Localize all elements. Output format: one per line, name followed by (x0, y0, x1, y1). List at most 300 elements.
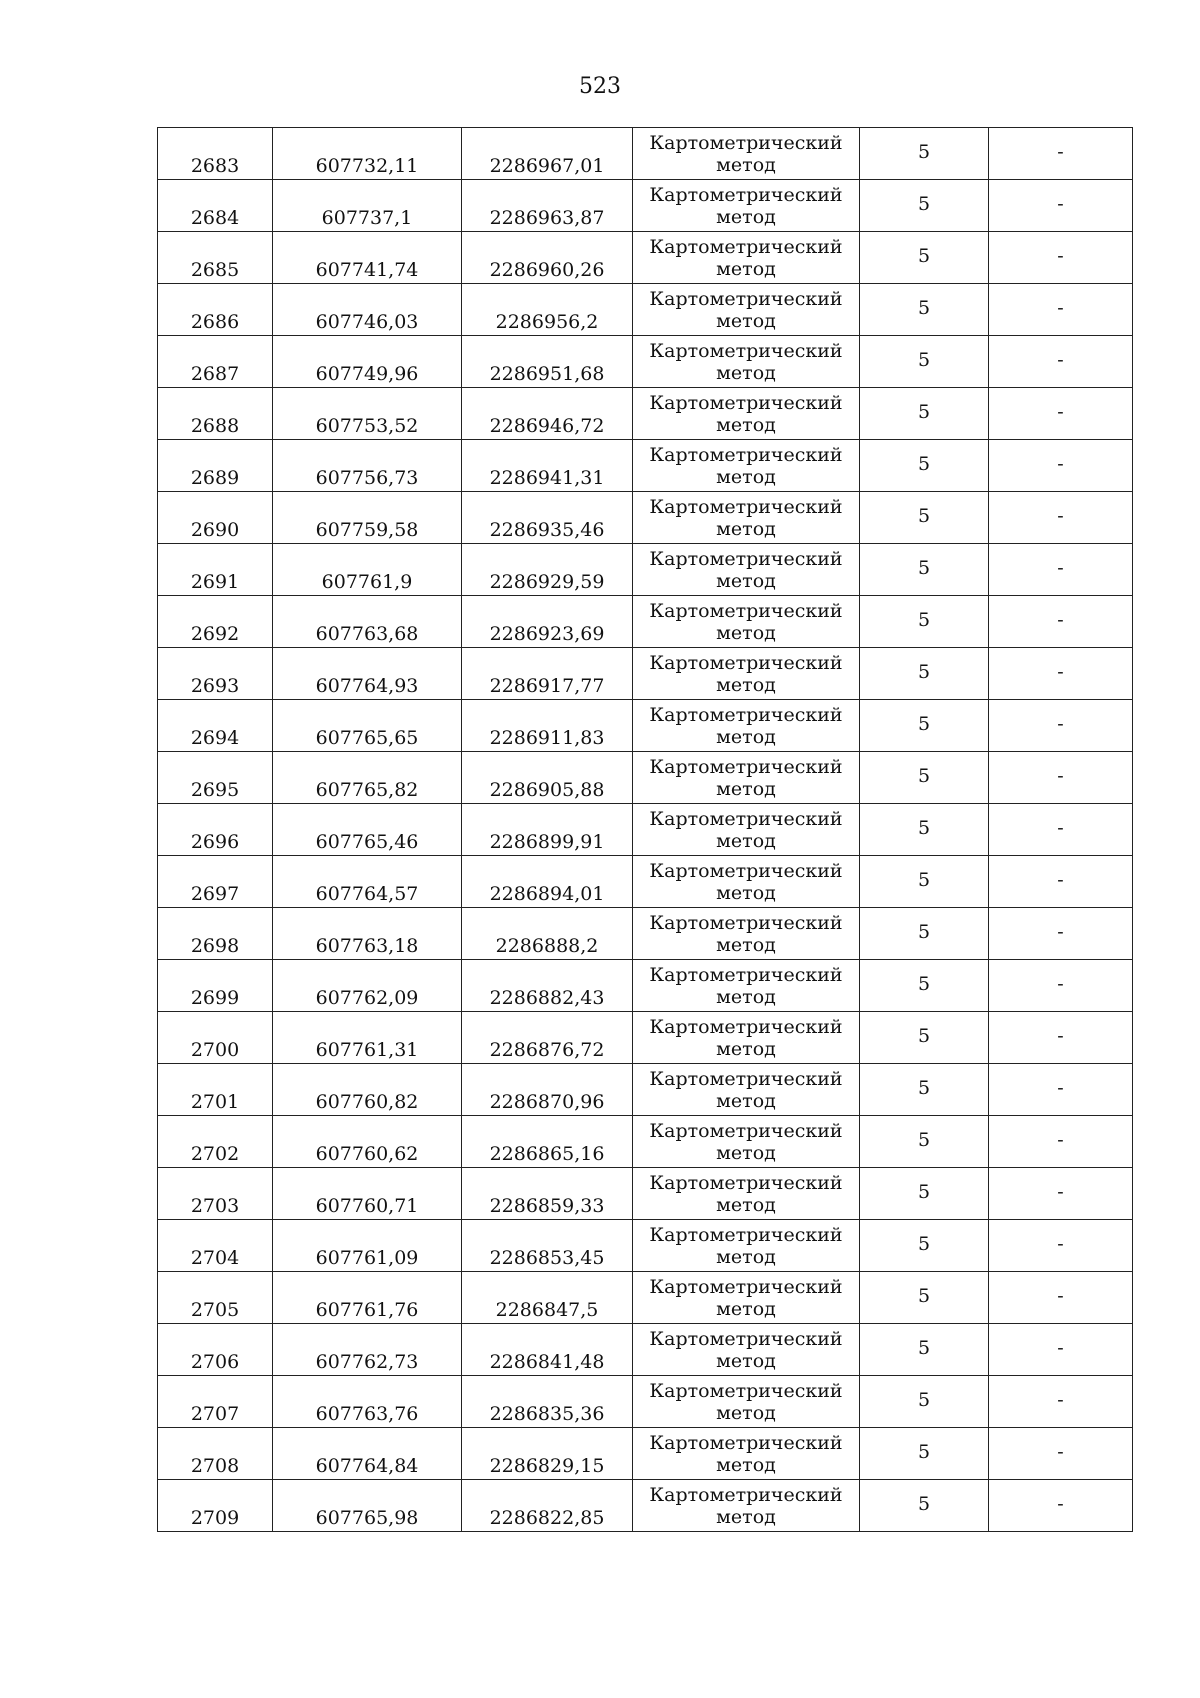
y-coordinate-cell (462, 1272, 633, 1324)
method-cell-text: метод (716, 1089, 776, 1112)
extra-cell-text: - (1057, 297, 1064, 319)
extra-cell-text: - (1057, 1233, 1064, 1255)
y-coordinate-cell (462, 284, 633, 336)
x-coordinate-cell (273, 1168, 462, 1220)
x-coordinate-cell-text: 607764,93 (315, 675, 419, 697)
accuracy-cell-text: 5 (917, 921, 931, 943)
point-number-cell (158, 1116, 273, 1168)
accuracy-cell (860, 440, 989, 492)
extra-cell-text: - (1057, 1285, 1064, 1307)
method-cell-text: Картометрический (649, 963, 843, 986)
table-row (158, 492, 1133, 544)
method-cell-text: метод (716, 1245, 776, 1268)
y-coordinate-cell (462, 960, 633, 1012)
x-coordinate-cell (273, 648, 462, 700)
accuracy-cell (860, 1220, 989, 1272)
x-coordinate-cell (273, 908, 462, 960)
y-coordinate-cell-text: 2286865,16 (489, 1143, 605, 1165)
point-number-cell-text: 2693 (190, 675, 240, 697)
method-cell-text: метод (716, 621, 776, 644)
y-coordinate-cell (462, 128, 633, 180)
x-coordinate-cell (273, 232, 462, 284)
table-row (158, 1168, 1133, 1220)
method-cell-text: метод (716, 1401, 776, 1424)
y-coordinate-cell-text: 2286853,45 (489, 1247, 605, 1269)
y-coordinate-cell (462, 1428, 633, 1480)
y-coordinate-cell (462, 1012, 633, 1064)
method-cell (633, 700, 860, 752)
y-coordinate-cell-text: 2286841,48 (489, 1351, 605, 1373)
extra-cell (989, 1012, 1133, 1064)
extra-cell-text: - (1057, 1025, 1064, 1047)
point-number-cell-text: 2692 (190, 623, 240, 645)
x-coordinate-cell-text: 607760,82 (315, 1091, 419, 1113)
coordinates-table-body (158, 128, 1133, 1532)
extra-cell-text: - (1057, 1181, 1064, 1203)
x-coordinate-cell (273, 440, 462, 492)
table-row (158, 1064, 1133, 1116)
method-cell-text: метод (716, 777, 776, 800)
method-cell-text: метод (716, 829, 776, 852)
x-coordinate-cell (273, 960, 462, 1012)
x-coordinate-cell (273, 128, 462, 180)
extra-cell-text: - (1057, 245, 1064, 267)
y-coordinate-cell-text: 2286859,33 (489, 1195, 605, 1217)
method-cell (633, 960, 860, 1012)
method-cell-text: Картометрический (649, 183, 843, 206)
x-coordinate-cell-text: 607737,1 (321, 207, 413, 229)
accuracy-cell (860, 1168, 989, 1220)
method-cell-text: метод (716, 569, 776, 592)
point-number-cell-text: 2706 (190, 1351, 240, 1373)
accuracy-cell (860, 1064, 989, 1116)
extra-cell (989, 648, 1133, 700)
method-cell-text: Картометрический (649, 287, 843, 310)
x-coordinate-cell (273, 1116, 462, 1168)
table-row (158, 336, 1133, 388)
extra-cell-text: - (1057, 1129, 1064, 1151)
extra-cell (989, 232, 1133, 284)
accuracy-cell-text: 5 (917, 297, 931, 319)
y-coordinate-cell-text: 2286905,88 (489, 779, 605, 801)
table-row (158, 1428, 1133, 1480)
y-coordinate-cell-text: 2286963,87 (489, 207, 605, 229)
point-number-cell (158, 1428, 273, 1480)
method-cell-text: метод (716, 1453, 776, 1476)
method-cell-text: метод (716, 1349, 776, 1372)
accuracy-cell-text: 5 (917, 193, 931, 215)
method-cell-text: Картометрический (649, 859, 843, 882)
accuracy-cell (860, 232, 989, 284)
point-number-cell (158, 180, 273, 232)
accuracy-cell (860, 700, 989, 752)
extra-cell-text: - (1057, 1493, 1064, 1515)
accuracy-cell (860, 1272, 989, 1324)
table-row (158, 700, 1133, 752)
method-cell (633, 1012, 860, 1064)
accuracy-cell-text: 5 (917, 765, 931, 787)
method-cell (633, 804, 860, 856)
point-number-cell (158, 1272, 273, 1324)
point-number-cell-text: 2696 (190, 831, 240, 853)
x-coordinate-cell-text: 607753,52 (315, 415, 419, 437)
accuracy-cell-text: 5 (917, 453, 931, 475)
y-coordinate-cell-text: 2286876,72 (489, 1039, 605, 1061)
extra-cell (989, 804, 1133, 856)
y-coordinate-cell-text: 2286911,83 (489, 727, 605, 749)
method-cell (633, 856, 860, 908)
method-cell-text: Картометрический (649, 755, 843, 778)
accuracy-cell-text: 5 (917, 1025, 931, 1047)
method-cell-text: Картометрический (649, 339, 843, 362)
x-coordinate-cell (273, 856, 462, 908)
table-row (158, 440, 1133, 492)
table-row (158, 596, 1133, 648)
point-number-cell-text: 2683 (190, 155, 240, 177)
method-cell-text: метод (716, 517, 776, 540)
y-coordinate-cell (462, 180, 633, 232)
accuracy-cell (860, 284, 989, 336)
accuracy-cell (860, 388, 989, 440)
extra-cell-text: - (1057, 713, 1064, 735)
y-coordinate-cell-text: 2286956,2 (495, 311, 599, 333)
extra-cell (989, 856, 1133, 908)
x-coordinate-cell-text: 607765,82 (315, 779, 419, 801)
x-coordinate-cell (273, 1272, 462, 1324)
method-cell-text: метод (716, 465, 776, 488)
x-coordinate-cell (273, 336, 462, 388)
accuracy-cell (860, 128, 989, 180)
coordinates-table (157, 127, 1133, 1532)
method-cell (633, 648, 860, 700)
method-cell (633, 1220, 860, 1272)
method-cell-text: Картометрический (649, 703, 843, 726)
y-coordinate-cell-text: 2286923,69 (489, 623, 605, 645)
point-number-cell-text: 2686 (190, 311, 240, 333)
table-row (158, 232, 1133, 284)
extra-cell-text: - (1057, 1389, 1064, 1411)
accuracy-cell (860, 544, 989, 596)
y-coordinate-cell-text: 2286847,5 (495, 1299, 599, 1321)
accuracy-cell-text: 5 (917, 1129, 931, 1151)
point-number-cell-text: 2688 (190, 415, 240, 437)
extra-cell-text: - (1057, 765, 1064, 787)
method-cell-text: Картометрический (649, 1015, 843, 1038)
method-cell-text: метод (716, 1297, 776, 1320)
point-number-cell-text: 2702 (190, 1143, 240, 1165)
point-number-cell (158, 284, 273, 336)
accuracy-cell (860, 1324, 989, 1376)
table-row (158, 960, 1133, 1012)
table-row (158, 1272, 1133, 1324)
extra-cell-text: - (1057, 817, 1064, 839)
extra-cell (989, 596, 1133, 648)
y-coordinate-cell-text: 2286882,43 (489, 987, 605, 1009)
x-coordinate-cell-text: 607763,68 (315, 623, 419, 645)
point-number-cell (158, 804, 273, 856)
y-coordinate-cell-text: 2286935,46 (489, 519, 605, 541)
extra-cell-text: - (1057, 557, 1064, 579)
point-number-cell (158, 492, 273, 544)
point-number-cell (158, 388, 273, 440)
extra-cell-text: - (1057, 453, 1064, 475)
extra-cell (989, 1376, 1133, 1428)
x-coordinate-cell (273, 1428, 462, 1480)
method-cell-text: Картометрический (649, 235, 843, 258)
y-coordinate-cell (462, 700, 633, 752)
method-cell (633, 492, 860, 544)
x-coordinate-cell (273, 388, 462, 440)
extra-cell (989, 1324, 1133, 1376)
accuracy-cell-text: 5 (917, 609, 931, 631)
method-cell (633, 284, 860, 336)
y-coordinate-cell-text: 2286894,01 (489, 883, 605, 905)
x-coordinate-cell-text: 607765,46 (315, 831, 419, 853)
y-coordinate-cell (462, 1324, 633, 1376)
x-coordinate-cell-text: 607765,98 (315, 1507, 419, 1529)
table-row (158, 544, 1133, 596)
method-cell (633, 1324, 860, 1376)
accuracy-cell-text: 5 (917, 661, 931, 683)
extra-cell (989, 1168, 1133, 1220)
y-coordinate-cell (462, 388, 633, 440)
method-cell-text: метод (716, 725, 776, 748)
y-coordinate-cell (462, 492, 633, 544)
y-coordinate-cell (462, 232, 633, 284)
point-number-cell-text: 2699 (190, 987, 240, 1009)
accuracy-cell-text: 5 (917, 1441, 931, 1463)
x-coordinate-cell (273, 752, 462, 804)
point-number-cell (158, 1480, 273, 1532)
method-cell-text: метод (716, 881, 776, 904)
table-row (158, 908, 1133, 960)
y-coordinate-cell-text: 2286870,96 (489, 1091, 605, 1113)
table-row (158, 1116, 1133, 1168)
y-coordinate-cell (462, 1116, 633, 1168)
x-coordinate-cell (273, 1480, 462, 1532)
extra-cell-text: - (1057, 193, 1064, 215)
method-cell-text: Картометрический (649, 599, 843, 622)
x-coordinate-cell-text: 607761,76 (315, 1299, 419, 1321)
x-coordinate-cell (273, 1064, 462, 1116)
method-cell-text: Картометрический (649, 1431, 843, 1454)
method-cell (633, 1480, 860, 1532)
extra-cell (989, 336, 1133, 388)
x-coordinate-cell-text: 607749,96 (315, 363, 419, 385)
accuracy-cell-text: 5 (917, 141, 931, 163)
method-cell (633, 180, 860, 232)
x-coordinate-cell-text: 607761,31 (315, 1039, 419, 1061)
point-number-cell (158, 544, 273, 596)
accuracy-cell (860, 648, 989, 700)
accuracy-cell (860, 856, 989, 908)
extra-cell-text: - (1057, 921, 1064, 943)
point-number-cell (158, 1012, 273, 1064)
table-row (158, 856, 1133, 908)
extra-cell-text: - (1057, 141, 1064, 163)
accuracy-cell-text: 5 (917, 1233, 931, 1255)
table-row (158, 1220, 1133, 1272)
table-row (158, 284, 1133, 336)
method-cell-text: Картометрический (649, 1379, 843, 1402)
extra-cell (989, 700, 1133, 752)
x-coordinate-cell-text: 607765,65 (315, 727, 419, 749)
method-cell (633, 1428, 860, 1480)
y-coordinate-cell (462, 1480, 633, 1532)
point-number-cell-text: 2694 (190, 727, 240, 749)
point-number-cell-text: 2700 (190, 1039, 240, 1061)
x-coordinate-cell (273, 1012, 462, 1064)
method-cell (633, 752, 860, 804)
method-cell-text: Картометрический (649, 1275, 843, 1298)
point-number-cell (158, 960, 273, 1012)
method-cell-text: метод (716, 1505, 776, 1528)
y-coordinate-cell (462, 1376, 633, 1428)
method-cell (633, 1116, 860, 1168)
point-number-cell-text: 2691 (190, 571, 240, 593)
extra-cell (989, 908, 1133, 960)
method-cell (633, 336, 860, 388)
accuracy-cell (860, 1116, 989, 1168)
y-coordinate-cell-text: 2286946,72 (489, 415, 605, 437)
point-number-cell (158, 1376, 273, 1428)
x-coordinate-cell-text: 607746,03 (315, 311, 419, 333)
point-number-cell (158, 856, 273, 908)
extra-cell (989, 1428, 1133, 1480)
y-coordinate-cell (462, 440, 633, 492)
x-coordinate-cell-text: 607763,18 (315, 935, 419, 957)
method-cell (633, 596, 860, 648)
point-number-cell-text: 2687 (190, 363, 240, 385)
extra-cell (989, 128, 1133, 180)
accuracy-cell-text: 5 (917, 869, 931, 891)
x-coordinate-cell (273, 596, 462, 648)
point-number-cell-text: 2708 (190, 1455, 240, 1477)
point-number-cell (158, 232, 273, 284)
x-coordinate-cell (273, 1220, 462, 1272)
accuracy-cell-text: 5 (917, 1181, 931, 1203)
y-coordinate-cell (462, 336, 633, 388)
method-cell-text: метод (716, 257, 776, 280)
method-cell (633, 128, 860, 180)
point-number-cell-text: 2689 (190, 467, 240, 489)
method-cell-text: Картометрический (649, 911, 843, 934)
page-number: 523 (579, 74, 621, 99)
x-coordinate-cell-text: 607741,74 (315, 259, 419, 281)
extra-cell-text: - (1057, 869, 1064, 891)
method-cell-text: Картометрический (649, 651, 843, 674)
x-coordinate-cell-text: 607761,09 (315, 1247, 419, 1269)
accuracy-cell-text: 5 (917, 1389, 931, 1411)
method-cell-text: метод (716, 1037, 776, 1060)
extra-cell-text: - (1057, 661, 1064, 683)
method-cell-text: метод (716, 309, 776, 332)
accuracy-cell-text: 5 (917, 349, 931, 371)
extra-cell (989, 440, 1133, 492)
x-coordinate-cell (273, 492, 462, 544)
table-row (158, 648, 1133, 700)
accuracy-cell-text: 5 (917, 713, 931, 735)
method-cell-text: Картометрический (649, 547, 843, 570)
x-coordinate-cell (273, 284, 462, 336)
accuracy-cell-text: 5 (917, 817, 931, 839)
method-cell-text: Картометрический (649, 1327, 843, 1350)
accuracy-cell (860, 1376, 989, 1428)
extra-cell-text: - (1057, 349, 1064, 371)
y-coordinate-cell-text: 2286967,01 (489, 155, 605, 177)
accuracy-cell (860, 908, 989, 960)
y-coordinate-cell (462, 1168, 633, 1220)
accuracy-cell (860, 180, 989, 232)
extra-cell-text: - (1057, 609, 1064, 631)
extra-cell-text: - (1057, 505, 1064, 527)
table-row (158, 804, 1133, 856)
table-row (158, 1012, 1133, 1064)
extra-cell (989, 180, 1133, 232)
accuracy-cell-text: 5 (917, 505, 931, 527)
method-cell (633, 388, 860, 440)
method-cell-text: Картометрический (649, 1171, 843, 1194)
method-cell (633, 1064, 860, 1116)
method-cell-text: метод (716, 985, 776, 1008)
x-coordinate-cell (273, 1324, 462, 1376)
extra-cell-text: - (1057, 973, 1064, 995)
method-cell-text: метод (716, 153, 776, 176)
extra-cell-text: - (1057, 401, 1064, 423)
accuracy-cell (860, 960, 989, 1012)
point-number-cell (158, 1064, 273, 1116)
method-cell (633, 1376, 860, 1428)
method-cell-text: метод (716, 1141, 776, 1164)
point-number-cell-text: 2697 (190, 883, 240, 905)
point-number-cell-text: 2707 (190, 1403, 240, 1425)
point-number-cell-text: 2684 (190, 207, 240, 229)
point-number-cell-text: 2704 (190, 1247, 240, 1269)
method-cell-text: метод (716, 413, 776, 436)
method-cell-text: метод (716, 361, 776, 384)
x-coordinate-cell-text: 607761,9 (321, 571, 413, 593)
extra-cell (989, 284, 1133, 336)
point-number-cell (158, 336, 273, 388)
method-cell (633, 440, 860, 492)
y-coordinate-cell-text: 2286888,2 (495, 935, 599, 957)
extra-cell (989, 1116, 1133, 1168)
point-number-cell (158, 700, 273, 752)
accuracy-cell (860, 596, 989, 648)
y-coordinate-cell (462, 804, 633, 856)
table-row (158, 1480, 1133, 1532)
extra-cell (989, 492, 1133, 544)
point-number-cell-text: 2685 (190, 259, 240, 281)
y-coordinate-cell (462, 1220, 633, 1272)
method-cell-text: метод (716, 673, 776, 696)
y-coordinate-cell (462, 596, 633, 648)
accuracy-cell-text: 5 (917, 1493, 931, 1515)
method-cell-text: Картометрический (649, 1223, 843, 1246)
y-coordinate-cell-text: 2286899,91 (489, 831, 605, 853)
extra-cell (989, 388, 1133, 440)
table-row (158, 388, 1133, 440)
table-row (158, 1376, 1133, 1428)
y-coordinate-cell-text: 2286917,77 (489, 675, 605, 697)
extra-cell-text: - (1057, 1337, 1064, 1359)
method-cell (633, 908, 860, 960)
accuracy-cell-text: 5 (917, 1285, 931, 1307)
accuracy-cell (860, 492, 989, 544)
y-coordinate-cell (462, 648, 633, 700)
accuracy-cell-text: 5 (917, 401, 931, 423)
method-cell-text: Картометрический (649, 807, 843, 830)
